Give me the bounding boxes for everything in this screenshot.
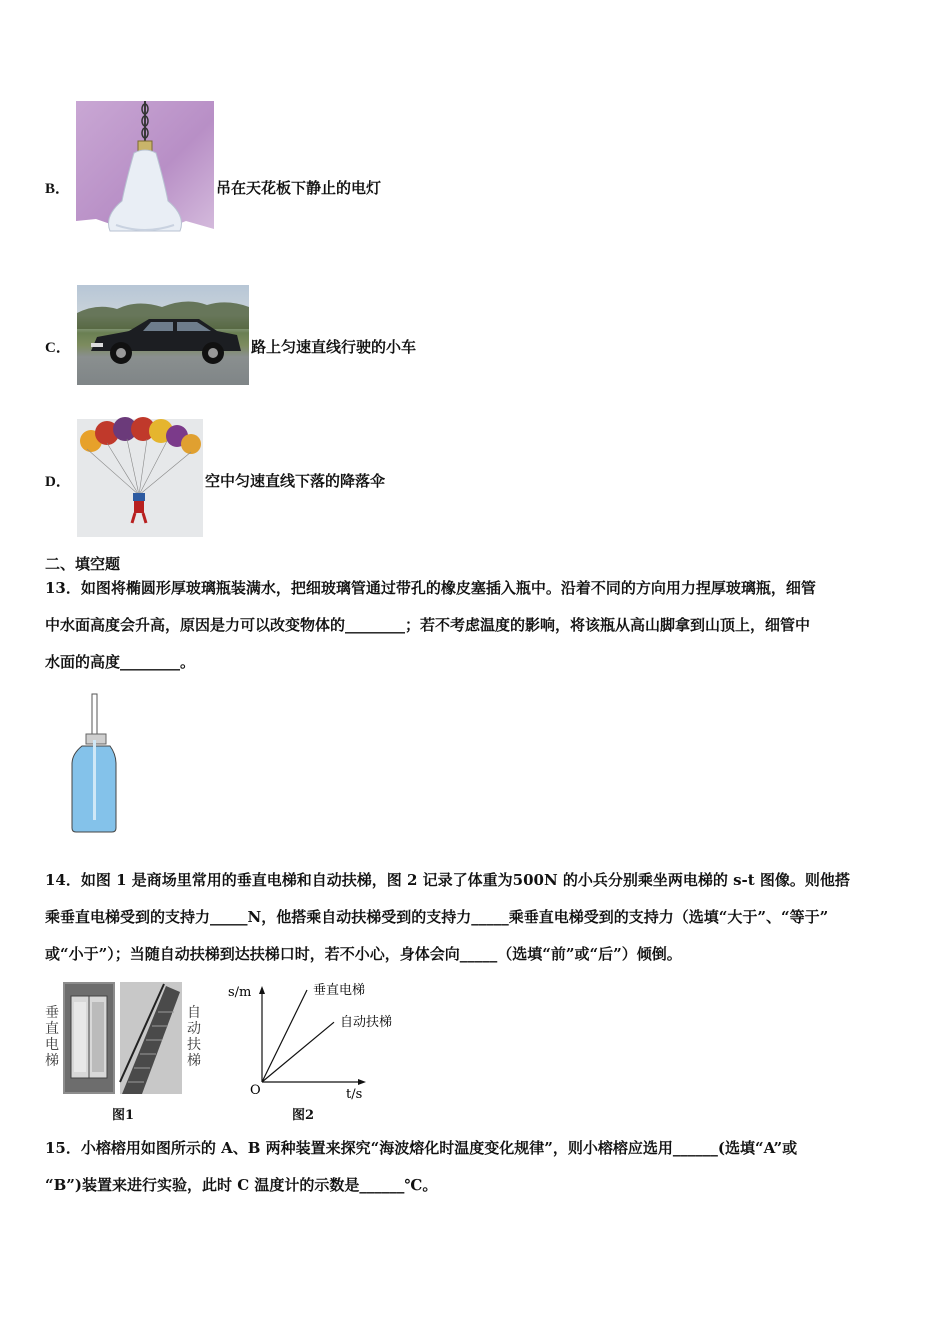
chart-y-arrow	[259, 986, 265, 994]
option-d-text: 空中匀速直线下落的降落伞	[205, 472, 386, 490]
chart-ylabel: s/m	[228, 985, 252, 1000]
parachute-photo	[77, 419, 203, 537]
option-b-text: 吊在天花板下静止的电灯	[216, 179, 382, 197]
question-13-line: 13．如图将椭圆形厚玻璃瓶装满水，把细玻璃管通过带孔的橡皮塞插入瓶中。沿着不同的方向用力捏厚玻璃瓶，细管	[45, 579, 816, 597]
st-chart	[226, 982, 393, 1102]
question-13-line: 水面的高度________。	[45, 653, 196, 671]
fig1-caption: 图1	[112, 1108, 135, 1123]
option-c-letter: C．	[45, 340, 71, 356]
elevator-photo	[63, 982, 115, 1094]
escalator-photo	[120, 982, 182, 1094]
fig1-right-label: 自动扶梯	[187, 1005, 201, 1069]
chart-x-arrow	[358, 1079, 366, 1085]
chart-xlabel: t/s	[346, 1087, 363, 1102]
option-b-letter: B．	[45, 181, 71, 197]
series-label-1: 自动扶梯	[340, 1015, 393, 1031]
question-13-line: 中水面高度会升高，原因是力可以改变物体的________；若不考虑温度的影响，将该瓶从高山脚拿到山顶上，细管中	[45, 616, 811, 634]
chart-origin-label: O	[250, 1083, 261, 1098]
fig1-left-label: 垂直电梯	[45, 1005, 59, 1069]
car-photo	[77, 285, 249, 385]
question-14-line: 14．如图 1 是商场里常用的垂直电梯和自动扶梯，图 2 记录了体重为500N 的小兵分别乘坐两电梯的 s-t 图像。则他搭	[45, 871, 850, 889]
option-c-text: 路上匀速直线行驶的小车	[251, 338, 417, 356]
question-14-line: 或“小于”）；当随自动扶梯到达扶梯口时，若不小心，身体会向_____（选填“前”或“后”）倾倒。	[45, 945, 682, 963]
glass-bottle-figure	[70, 694, 122, 834]
question-15	[45, 1130, 925, 1204]
series-label-0: 垂直电梯	[313, 983, 366, 998]
pendant-lamp-photo	[76, 101, 214, 245]
section-heading: 二、填空题	[45, 555, 121, 573]
series-line-1	[262, 1022, 334, 1082]
question-15-line: “B”)装置来进行实验，此时 C 温度计的示数是______℃。	[45, 1176, 438, 1194]
question-14-line: 乘垂直电梯受到的支持力_____N，他搭乘自动扶梯受到的支持力_____乘垂直电梯受到的支持力（选填“大于”、“等于”	[45, 908, 829, 926]
question-13	[45, 570, 925, 681]
series-line-0	[262, 990, 307, 1082]
option-d-letter: D．	[45, 474, 71, 490]
st-chart-svg	[226, 982, 393, 1102]
fig2-caption: 图2	[292, 1108, 315, 1123]
question-15-line: 15．小榕榕用如图所示的 A、B 两种装置来探究“海波熔化时温度变化规律”，则小榕榕应选用______(选填“A”或	[45, 1139, 798, 1157]
question-14	[45, 862, 925, 973]
